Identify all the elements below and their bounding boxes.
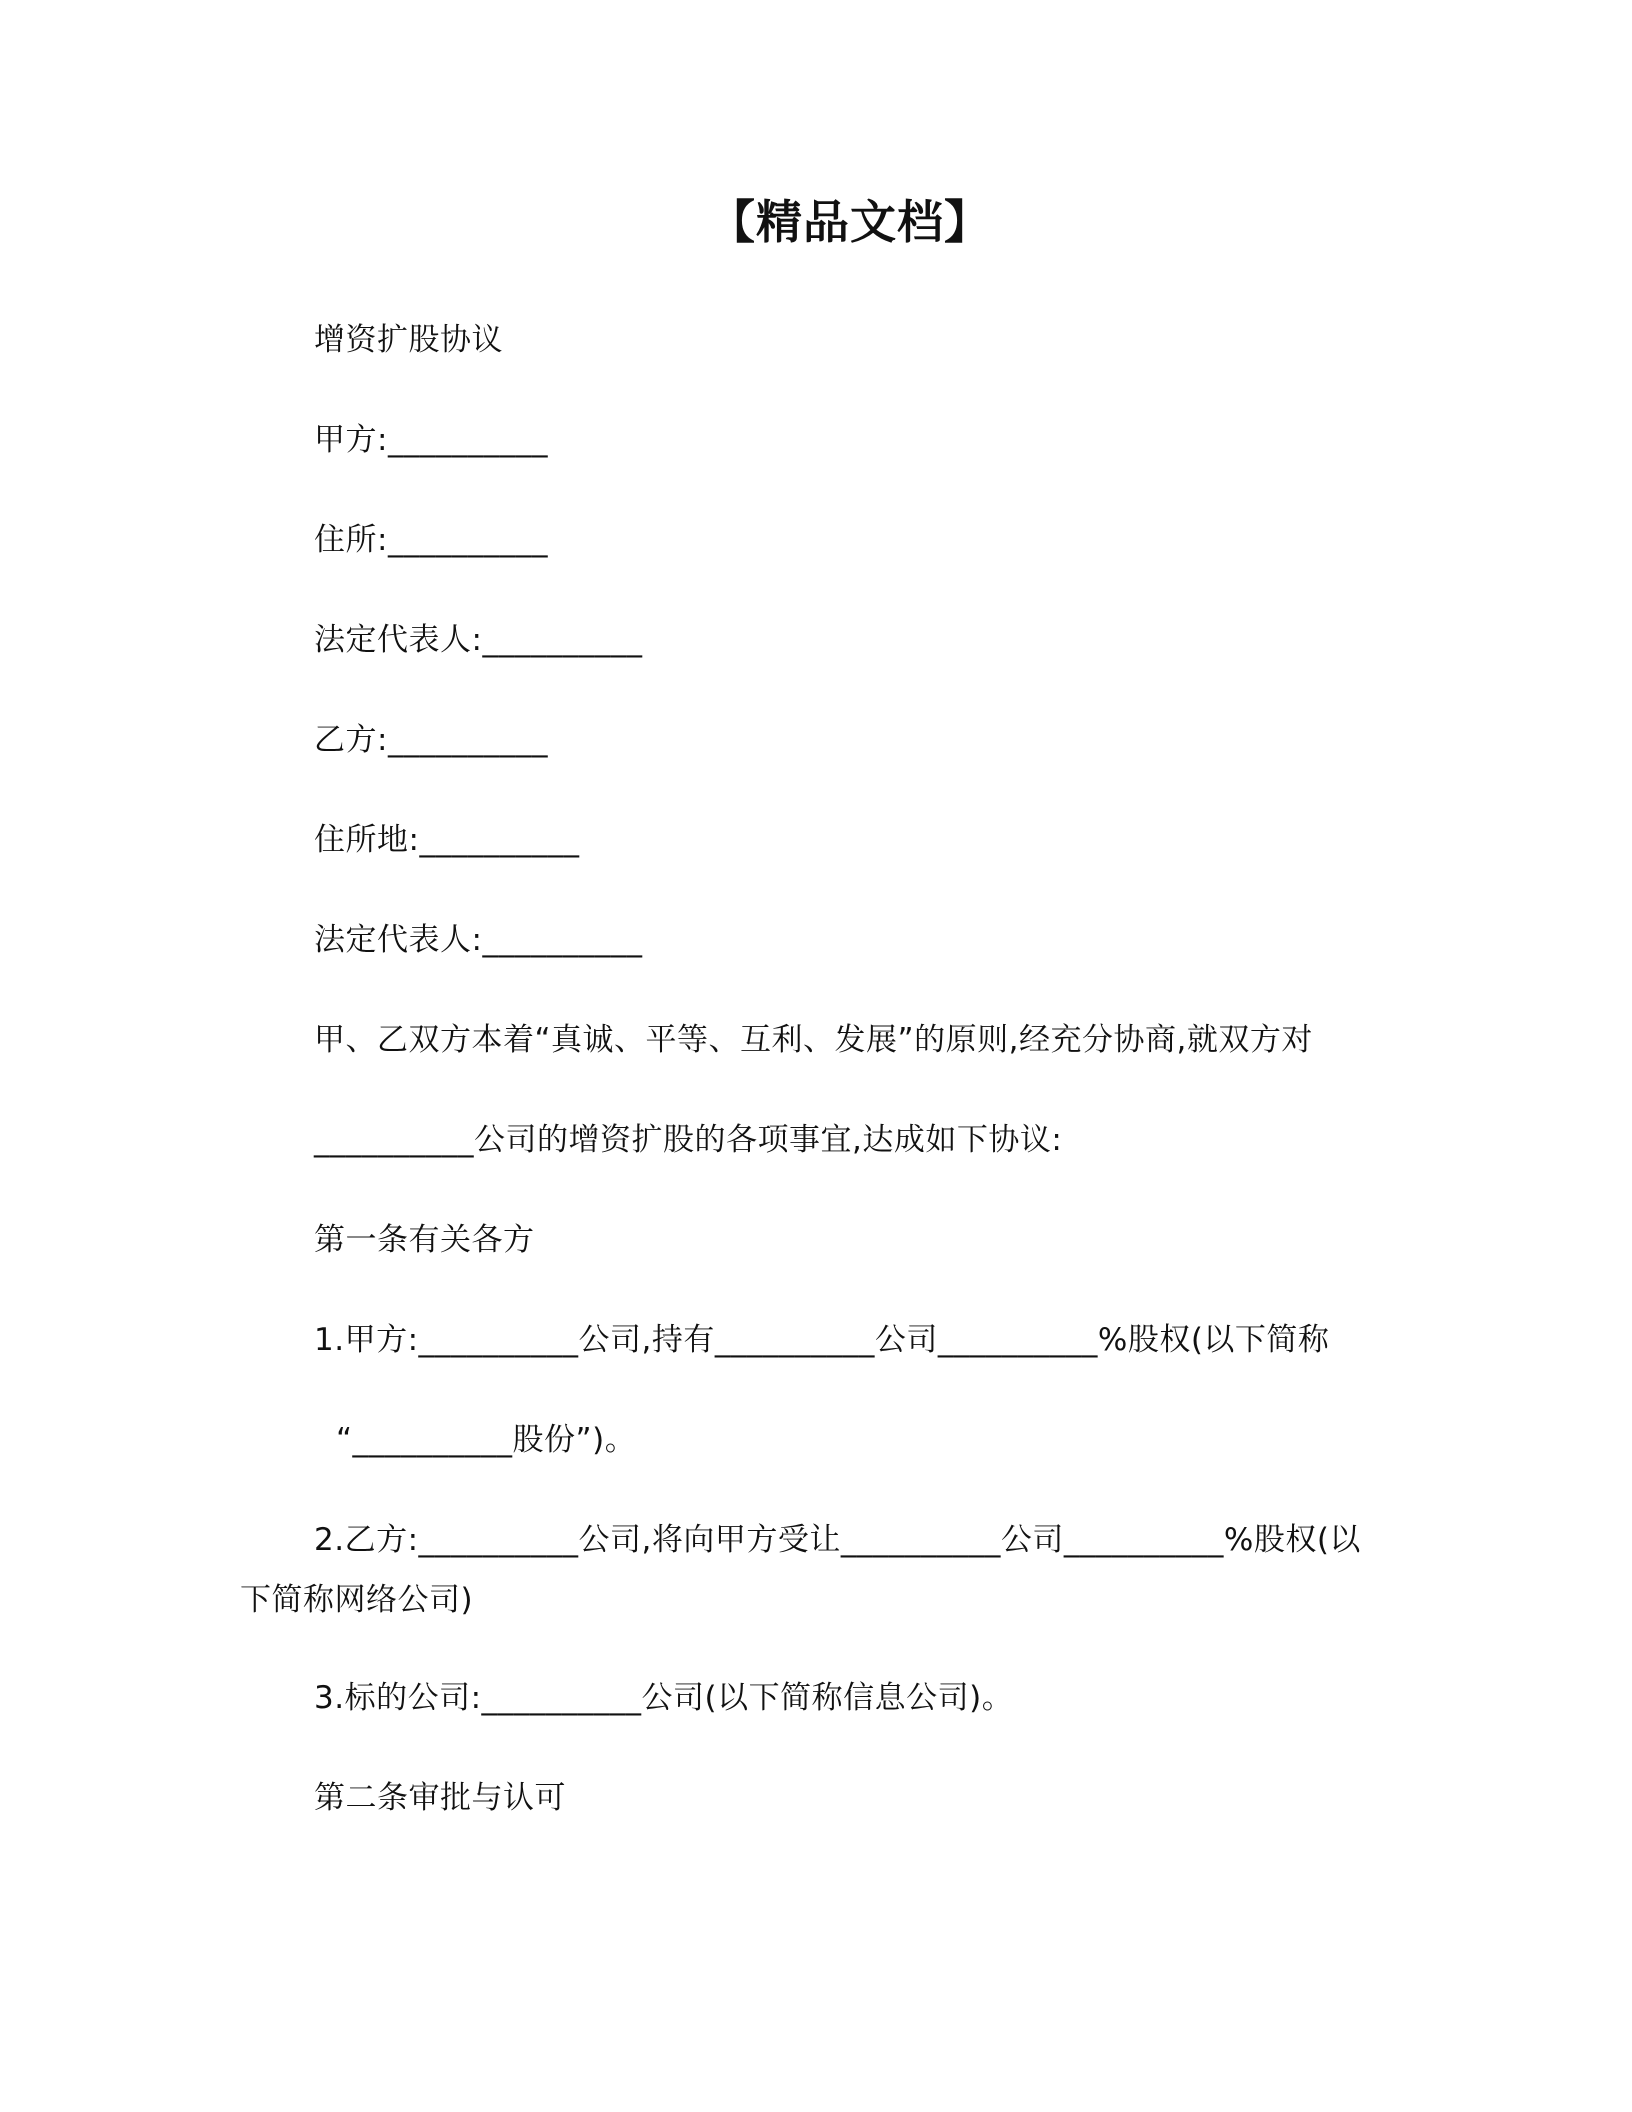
party-a-representative-field: 法定代表人:__________: [314, 622, 643, 658]
article-1-item-1-line-2: “__________股份”)。: [336, 1422, 637, 1458]
article-1-heading: 第一条有关各方: [314, 1222, 535, 1258]
party-b-field: 乙方:__________: [314, 722, 548, 758]
preamble-line-1: 甲、乙双方本着“真诚、平等、互利、发展”的原则,经充分协商,就双方对: [314, 1022, 1313, 1058]
party-b-representative-field: 法定代表人:__________: [314, 922, 643, 958]
party-a-field: 甲方:__________: [314, 422, 548, 458]
document-title: 增资扩股协议: [314, 322, 503, 358]
header-title: 【精品文档】: [709, 195, 991, 249]
article-1-item-3: 3.标的公司:__________公司(以下简称信息公司)。: [314, 1680, 1014, 1716]
party-b-address-field: 住所地:__________: [314, 822, 580, 858]
article-1-item-2-line-2: 下简称网络公司): [240, 1582, 474, 1618]
preamble-line-2: __________公司的增资扩股的各项事宜,达成如下协议:: [314, 1122, 1063, 1158]
article-1-item-1-line-1: 1.甲方:__________公司,持有__________公司__________%股权(以下简称: [314, 1322, 1330, 1358]
article-1-item-2-line-1: 2.乙方:__________公司,将向甲方受让__________公司__________%股权(以: [314, 1522, 1361, 1558]
party-a-address-field: 住所:__________: [314, 522, 548, 558]
article-2-heading: 第二条审批与认可: [314, 1780, 566, 1816]
